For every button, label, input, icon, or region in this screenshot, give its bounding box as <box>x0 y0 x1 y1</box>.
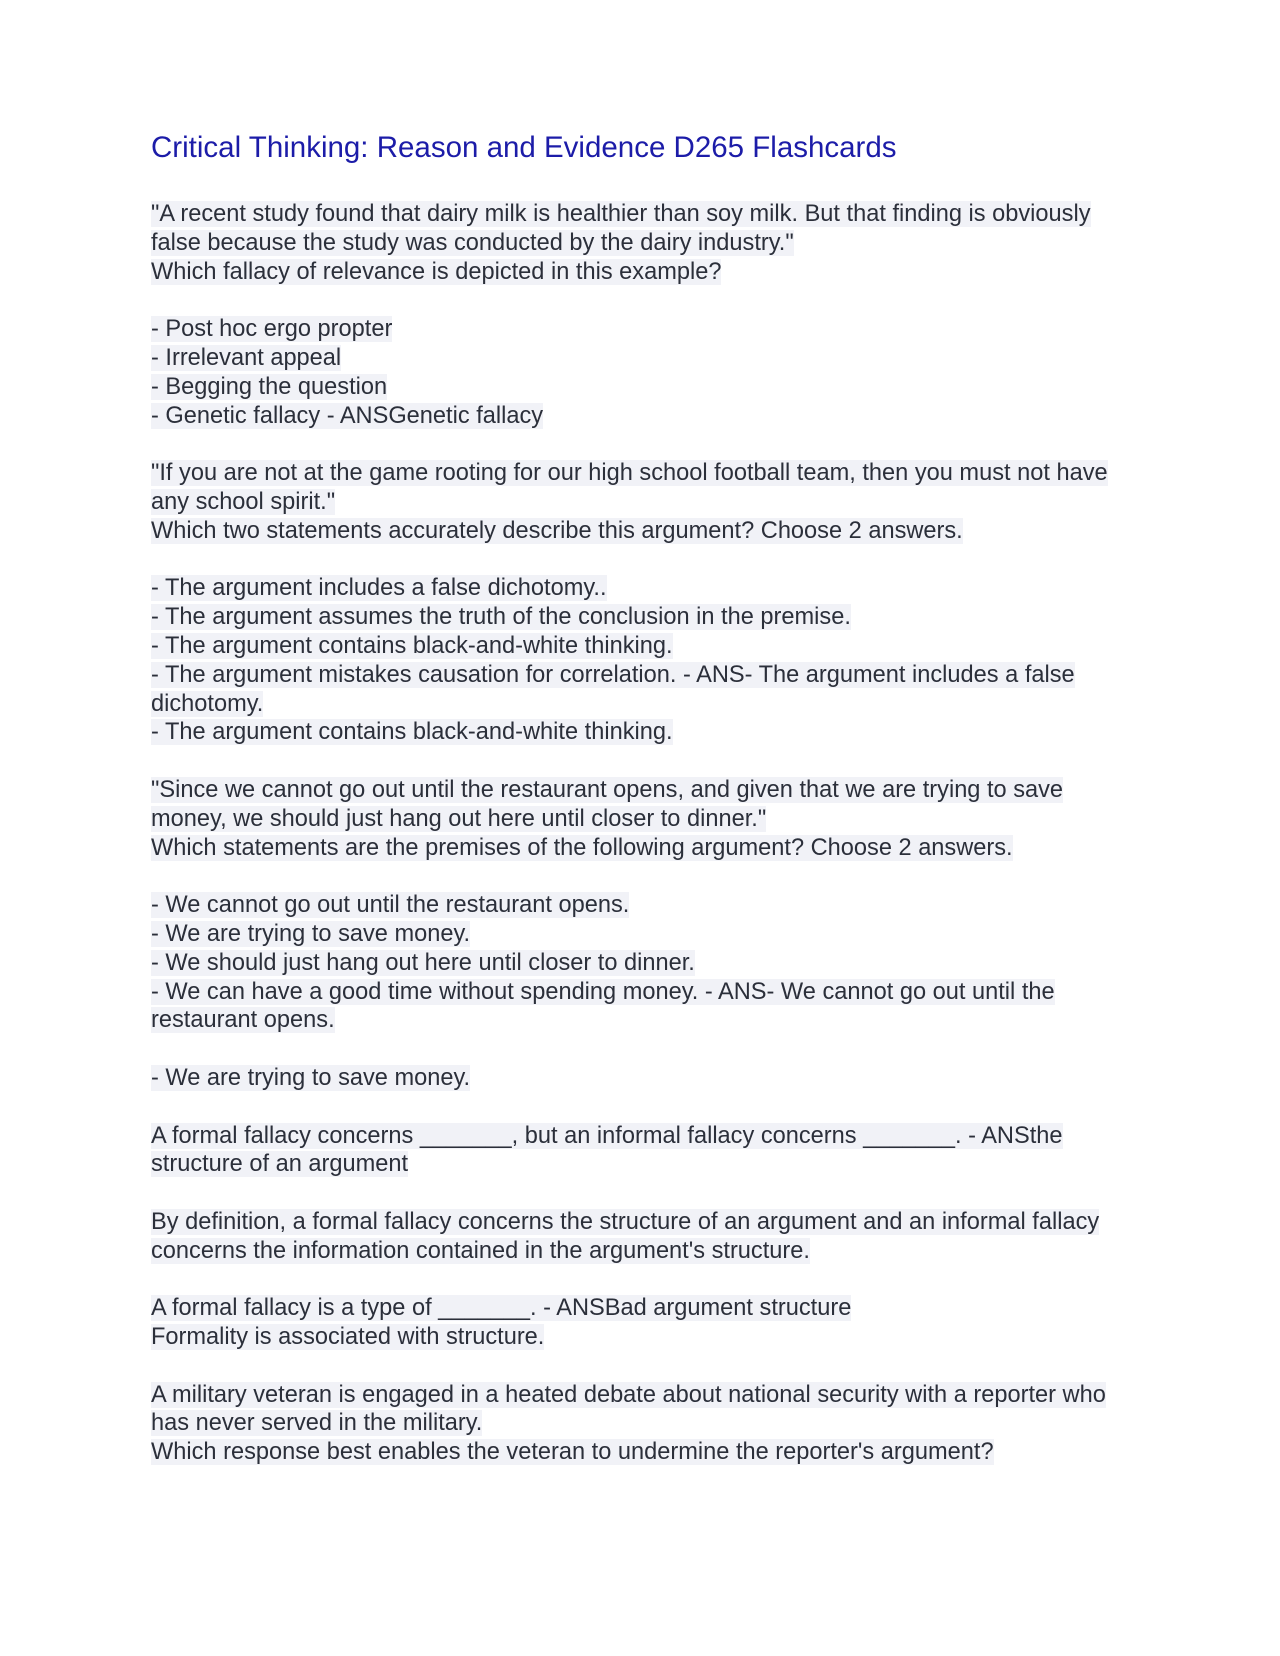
option-item: - Post hoc ergo propter <box>151 316 393 343</box>
option-item: - We should just hang out here until closer to dinner. <box>151 949 695 976</box>
flashcard-question-5 <box>151 1294 1136 1352</box>
page-title: Critical Thinking: Reason and Evidence D265 Flashcards <box>151 131 897 164</box>
document-page <box>151 130 1136 1467</box>
option-item: - Begging the question <box>151 373 388 400</box>
option-item-answer: - The argument mistakes causation for correlation. - ANS- The argument includes a false dichotomy. <box>151 661 1075 717</box>
question-text: "If you are not at the game rooting for our high school football team, then you must not have any school spirit." <box>151 460 1108 515</box>
flashcard-explanation-4 <box>151 1208 1136 1266</box>
option-item-answer: - We can have a good time without spending money. - ANS- We cannot go out until the restaurant opens. <box>151 978 1055 1034</box>
question-prompt: Which statements are the premises of the following argument? Choose 2 answers. <box>151 834 1013 861</box>
option-item: - We are trying to save money. <box>151 920 471 947</box>
option-item: - The argument contains black-and-white thinking. <box>151 632 673 659</box>
answer-item: - We are trying to save money. <box>151 1064 471 1091</box>
option-item-answer: - Genetic fallacy - ANSGenetic fallacy <box>151 402 544 429</box>
flashcard-options-3 <box>151 891 1136 1035</box>
flashcard-question-1 <box>151 200 1136 286</box>
explanation-text: Formality is associated with structure. <box>151 1324 545 1351</box>
flashcard-answer-3 <box>151 1064 1136 1093</box>
option-item: - We cannot go out until the restaurant opens. <box>151 892 630 919</box>
answer-item: - The argument contains black-and-white thinking. <box>151 719 673 746</box>
question-text: A formal fallacy concerns _______, but an informal fallacy concerns _______. - ANSthe structure of an argument <box>151 1122 1063 1178</box>
question-text: A formal fallacy is a type of _______. - ANSBad argument structure <box>151 1295 852 1322</box>
question-prompt: Which fallacy of relevance is depicted in this example? <box>151 258 722 285</box>
option-item: - The argument includes a false dichotomy.. <box>151 575 607 602</box>
question-text: "A recent study found that dairy milk is healthier than soy milk. But that finding is obviously false because the study was conducted by the dairy industry." <box>151 201 1091 256</box>
flashcard-question-6 <box>151 1381 1136 1467</box>
question-text: A military veteran is engaged in a heated debate about national security with a reporter who has never served in the military. <box>151 1381 1106 1437</box>
option-item: - Irrelevant appeal <box>151 344 342 371</box>
flashcard-question-4 <box>151 1122 1136 1180</box>
flashcard-options-1 <box>151 315 1136 430</box>
question-prompt: Which response best enables the veteran to undermine the reporter's argument? <box>151 1439 994 1466</box>
flashcard-question-3 <box>151 776 1136 862</box>
flashcard-question-2 <box>151 459 1136 545</box>
option-item: - The argument assumes the truth of the conclusion in the premise. <box>151 604 851 631</box>
question-text: "Since we cannot go out until the restaurant opens, and given that we are trying to save money, we should just hang out here until closer to dinner." <box>151 776 1064 832</box>
explanation-text: By definition, a formal fallacy concerns the structure of an argument and an informal fallacy concerns the information contained in the argument's structure. <box>151 1208 1100 1264</box>
question-prompt: Which two statements accurately describe this argument? Choose 2 answers. <box>151 517 963 544</box>
flashcard-options-2 <box>151 574 1136 747</box>
